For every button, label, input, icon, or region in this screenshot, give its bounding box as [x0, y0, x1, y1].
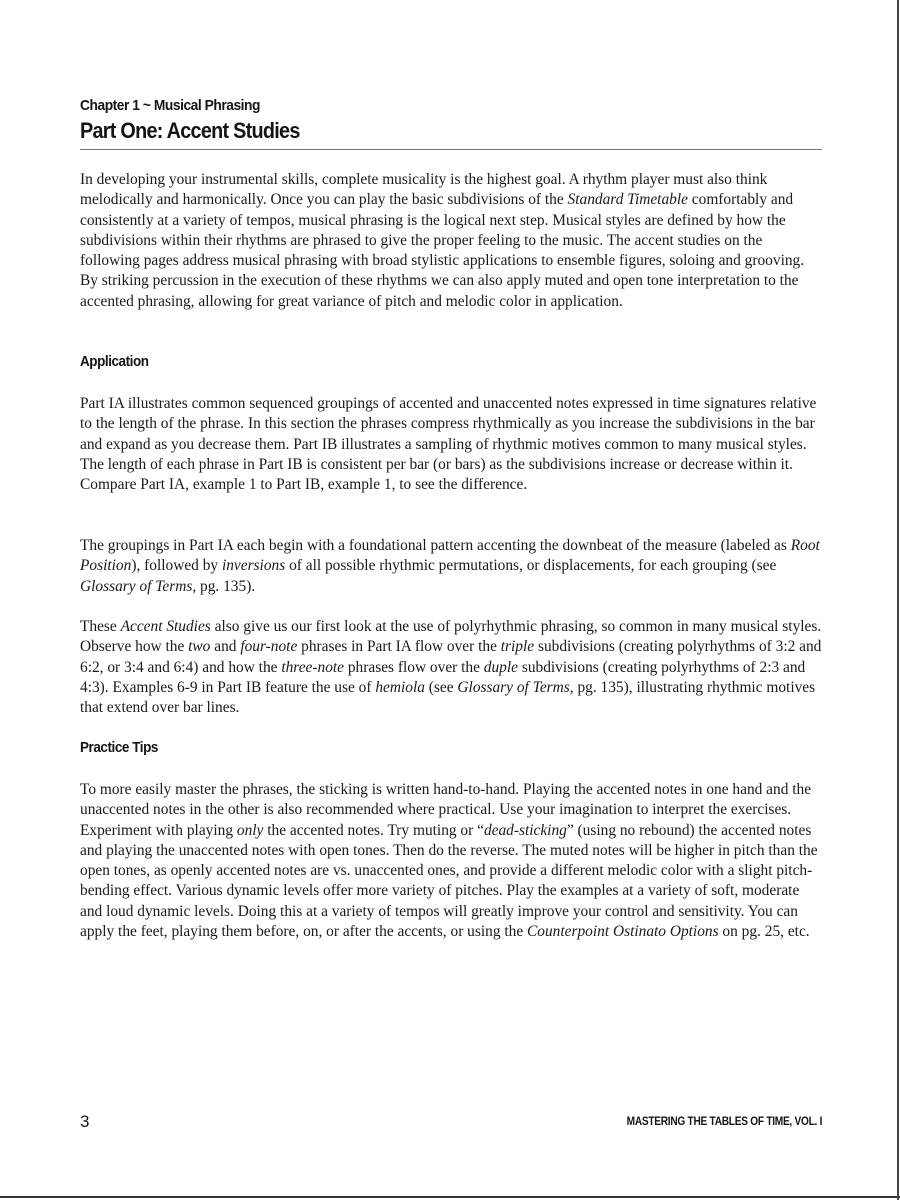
title-rule: [80, 149, 822, 150]
application-heading: Application: [80, 353, 149, 370]
italic-term: four-note: [240, 638, 298, 656]
italic-term: Accent Studies: [120, 618, 211, 635]
application-paragraph-3: These Accent Studies also give us our first look at the use of polyrhythmic phrasing, so common in many musical styles. Observe how the two and four-note phrases in Part IA flow over the triple subdivisions (creating polyrhythms of 3:2 and 6:2, or 3:4 and 6:4) and how the three-note phrases flow over the duple subdivisions (creating polyrhythms of 2:3 and 4:3). Examples 6-9 in Part IB feature the use of hemiola (see Glossary of Terms, pg. 135), illustrating rhythmic motives that extend over bar lines.: [80, 618, 822, 717]
italic-term: two: [188, 638, 211, 656]
application-paragraph-1-block: [80, 394, 822, 495]
page-number: 3: [80, 1112, 90, 1131]
italic-term: Standard Timetable: [567, 191, 688, 209]
intro-section: [80, 170, 822, 312]
italic-term: hemiola: [375, 678, 425, 696]
italic-term: Root Position: [80, 537, 820, 575]
italic-term: inversions: [221, 557, 286, 575]
italic-term: Counterpoint Ostinato Options: [527, 923, 719, 941]
italic-term: Glossary of Terms: [457, 678, 570, 696]
page-right-border: [897, 0, 899, 1200]
italic-term: triple: [500, 638, 535, 656]
application-paragraph-3-block: [80, 617, 822, 718]
application-paragraph-2: The groupings in Part IA each begin with a foundational pattern accenting the downbeat of the measure (labeled as Root Position), followed by inversions of all possible rhythmic permutations, or displacements, for each grouping (see Glossary of Terms, pg. 135).: [80, 537, 820, 595]
italic-term: duple: [483, 658, 518, 676]
part-title: Part One: Accent Studies: [80, 118, 300, 143]
application-paragraph-2-block: [80, 536, 822, 597]
practice-tips-heading: Practice Tips: [80, 739, 158, 756]
italic-term: three-note: [281, 658, 345, 676]
chapter-heading: Chapter 1 ~ Musical Phrasing: [80, 97, 261, 114]
intro-paragraph: In developing your instrumental skills, complete musicality is the highest goal. A rhythm player must also think melodically and harmonically. Once you can play the basic subdivisions of the Standard Timetable comfortably and consistently at a variety of tempos, musical phrasing is the logical next step. Musical styles are defined by how the subdivisions within their rhythms are phrased to give the proper feeling to the music. The accent studies on the following pages address musical phrasing with broad stylistic applications to ensemble figures, soloing and grooving. By striking percussion in the execution of these rhythms we can also apply muted and open tone interpretation to the accented phrasing, allowing for great variance of pitch and melodic color in application.: [80, 171, 805, 310]
practice-tips-paragraph: To more easily master the phrases, the sticking is written hand-to-hand. Playing the accented notes in one hand and the unaccented notes in the other is also recommended where practical. Use your imagination to interpret the exercises. Experiment with playing only the accented notes. Try muting or “dead-sticking” (using no rebound) the accented notes and playing the unaccented notes with open tones. Then do the reverse. The muted notes will be higher in pitch than the open tones, as openly accented notes are vs. unaccented ones, and provide a different melodic color with a slight pitch-bending effect. Various dynamic levels offer more variety of pitches. Play the examples at a variety of soft, moderate and loud dynamic levels. Doing this at a variety of tempos will greatly improve your control and sensitivity. You can apply the feet, playing them before, on, or after the accents, or using the Counterpoint Ostinato Options on pg. 25, etc.: [80, 781, 818, 941]
practice-tips-block: [80, 780, 822, 942]
italic-term: only: [236, 821, 264, 839]
footer-book-title: MASTERING THE TABLES OF TIME, VOL. I: [626, 1116, 822, 1128]
application-paragraph-1: Part IA illustrates common sequenced groupings of accented and unaccented notes expressed in time signatures relative to the length of the phrase. In this section the phrases compress rhythmically as you increase the subdivisions in the bar and expand as you decrease them. Part IB illustrates a sampling of rhythmic motives common to many musical styles. The length of each phrase in Part IB is consistent per bar (or bars) as the subdivisions increase or decrease within it. Compare Part IA, example 1 to Part IB, example 1, to see the difference.: [80, 395, 817, 494]
italic-term: Glossary of Terms: [80, 577, 193, 595]
page-bottom-border: [0, 1196, 900, 1198]
italic-term: dead-sticking: [483, 821, 567, 839]
